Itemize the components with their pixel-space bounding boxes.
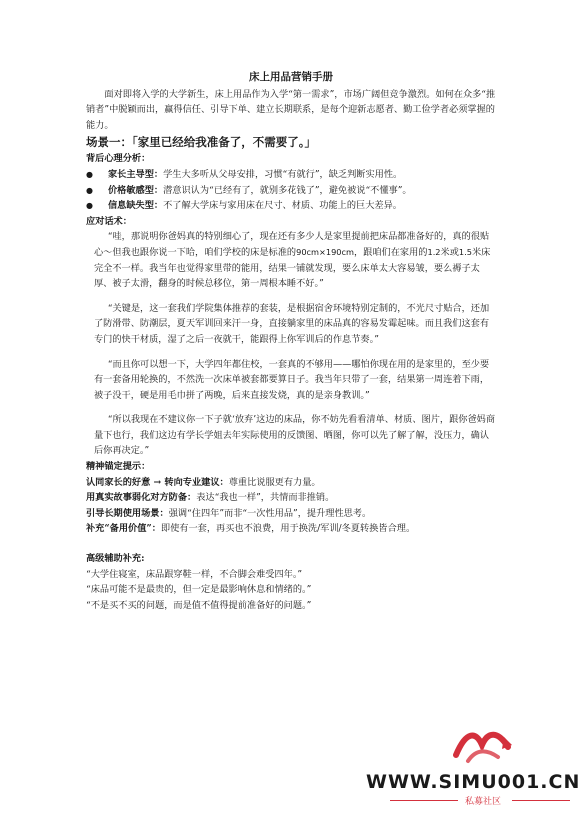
list-item xyxy=(86,198,496,214)
anchor-label: 认同家长的好意 → 转向专业建议： xyxy=(86,476,229,488)
bed-width: 1.5 xyxy=(458,246,472,257)
scene-heading: 场景一：「家里已经给我准备了，不需要了。」 xyxy=(86,135,316,150)
advanced-item: “不是买不买的问题，而是值不值得提前准备好的问题。” xyxy=(86,599,312,611)
divider xyxy=(390,800,458,801)
watermark-logo xyxy=(360,727,580,812)
anchor-item xyxy=(86,521,496,537)
anchor-label: 补充“备用价值”： xyxy=(86,523,161,535)
watermark-tagline: 私募社区 xyxy=(465,797,502,807)
anchor-text: 尊重比说服更有力量。 xyxy=(228,476,321,488)
anchor-text: 即使有一套，再买也不浪费，用于换洗/军训/冬夏转换皆合理。 xyxy=(160,523,416,535)
bullet-label: 价格敏感型： xyxy=(108,184,164,196)
quote-paragraph: “所以我现在不建议你一下子就‘放弃’这边的床品，你不妨先看看清单、材质、图片，跟你爸妈商量下也行，我们这边有学长学姐去年实际使用的反馈图、晒图，你可以先了解了解，没压力，确认后你再决定。” xyxy=(94,414,496,457)
bullet-text: 潜意识认为“已经有了，就别多花钱了”，避免被说“不懂事”。 xyxy=(163,184,412,196)
bed-width: 1.2 xyxy=(427,246,441,257)
anchor-label: 引导长期使用场景： xyxy=(86,507,169,519)
bullet-text: 不了解大学床与家用床在尺寸、材质、功能上的巨大差异。 xyxy=(163,200,402,212)
advanced-item: “大学住寝室，床品跟穿鞋一样，不合脚会难受四年。” xyxy=(86,568,303,580)
bed-size: 90cm×190cm xyxy=(296,246,354,257)
list-item xyxy=(86,183,496,199)
bullet-text: 学生大多听从父母安排，习惯“有就行”，缺乏判断实用性。 xyxy=(163,168,403,180)
anchor-text: 强调“住四年”而非“一次性用品”，提升理性思考。 xyxy=(168,507,372,519)
document xyxy=(86,70,496,613)
quote-text: ，跟咱们在家用的 xyxy=(354,246,428,258)
script-heading: 应对话术： xyxy=(86,215,132,227)
quote-text: 米床完全不一样。我当年也觉得家里带的能用，结果一铺就发现，要么床单太大容易皱，要么褥子太厚、被子太滑，翻身的时候总移位，第一周根本睡不好。” xyxy=(94,246,491,290)
intro-paragraph: 面对即将入学的大学新生，床上用品作为入学“第一需求”，市场广阔但竞争激烈。如何在众多“推销者”中脱颖而出，赢得信任、引导下单、建立长期联系，是每个迎新志愿者、勤工俭学者必须掌握的能力。 xyxy=(86,88,496,131)
advanced-item: “床品可能不是最贵的，但一定是最影响休息和情绪的。” xyxy=(86,584,312,596)
anchor-item xyxy=(86,475,496,491)
bullet-label: 家长主导型： xyxy=(108,168,164,180)
list-item xyxy=(86,167,496,183)
quote-paragraph: “而且你可以想一下，大学四年都住校，一套真的不够用——哪怕你现在用的是家里的，至少要有一套备用轮换的，不然洗一次床单被套都要算日子。我当年只带了一套，结果第一周连着下雨，被子没干，硬是用毛巾拼了两晚，后来直接发烧，真的是亲身教训。” xyxy=(94,358,490,401)
logo-icon xyxy=(452,727,512,765)
quote-text: 米或 xyxy=(440,246,459,258)
anchor-label: 用真实故事弱化对方防备： xyxy=(86,492,197,504)
anchor-text: 表达“我也一样”，共情而非推销。 xyxy=(196,492,335,504)
advanced-heading: 高级辅助补充: xyxy=(86,553,145,565)
bullet-label: 信息缺失型： xyxy=(108,200,164,212)
watermark-url: WWW.SIMU001.CN xyxy=(366,771,580,793)
quote-paragraph: “关键是，这一套我们学院集体推荐的套装，是根据宿舍环境特别定制的，不光尺寸贴合，还加了防滑带、防潮层，夏天军训回来汗一身，直接躺家里的床品真的容易发霉起味。而且我们这套有专门的快干材质，湿了之后一夜就干，能跟得上你军训后的作息节奏。” xyxy=(94,302,490,345)
anchor-item xyxy=(86,490,496,506)
doc-title: 床上用品营销手册 xyxy=(249,71,333,83)
anchor-heading: 精神锚定提示： xyxy=(86,461,151,473)
quote-paragraph xyxy=(86,229,496,291)
quote-text: “哇，那说明你爸妈真的特别细心了，现在还有多少人是家里提前把床品都准备好的，真的很贴心～但我也跟你说一下哈，咱们学校的床是标准的 xyxy=(94,231,490,258)
divider xyxy=(512,800,570,801)
anchor-item xyxy=(86,506,496,522)
analysis-heading: 背后心理分析： xyxy=(86,153,151,165)
analysis-list xyxy=(86,167,496,214)
